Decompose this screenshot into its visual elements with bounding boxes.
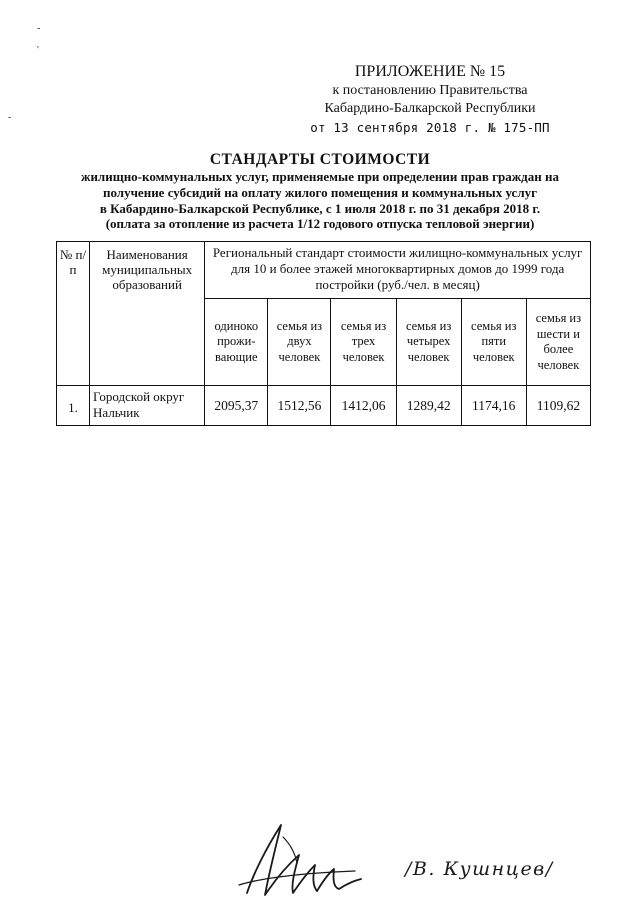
row-value: 2095,37 [205, 386, 268, 426]
signer-name: /В. Кушнцев/ [405, 858, 554, 880]
row-value: 1512,56 [268, 386, 331, 426]
appendix-block [305, 62, 555, 138]
header-name: Наименования муниципальных образований [90, 242, 205, 386]
title-line: получение субсидий на оплату жилого помещения и коммунальных услуг [102, 184, 538, 200]
subheader: семья из двух человек [268, 299, 331, 386]
title-line: в Кабардино-Балкарской Республике, с 1 июля 2018 г. по 31 декабря 2018 г. [99, 200, 541, 216]
appendix-line: к постановлению Правительства [332, 83, 528, 98]
row-value: 1289,42 [396, 386, 461, 426]
subheader: семья из трех человек [331, 299, 396, 386]
signature [235, 815, 370, 900]
margin-mark: - [8, 112, 12, 123]
document-title [50, 150, 590, 232]
subheader: семья из шести и более человек [526, 299, 590, 386]
subheader: семья из пяти человек [461, 299, 526, 386]
margin-mark: ' [37, 45, 39, 56]
header-group: Региональный стандарт стоимости жилищно-коммунальных услуг для 10 и более этажей многоквартирных домов до 1999 года постройки (руб./чел. в месяц) [205, 242, 591, 299]
appendix-line: Кабардино-Балкарской Республики [324, 101, 536, 116]
standards-table [56, 241, 591, 426]
header-num: № п/п [57, 242, 90, 386]
title-line: жилищно-коммунальных услуг, применяемые при определении прав граждан на [81, 169, 559, 184]
title-heading: СТАНДАРТЫ СТОИМОСТИ [209, 151, 431, 168]
row-value: 1109,62 [526, 386, 590, 426]
table-row [57, 386, 591, 426]
title-line: (оплата за отопление из расчета 1/12 годового отпуска тепловой энергии) [105, 216, 535, 232]
row-num: 1. [57, 386, 90, 426]
row-value: 1174,16 [461, 386, 526, 426]
appendix-number: ПРИЛОЖЕНИЕ № 15 [354, 63, 506, 80]
subheader: одиноко прожи-вающие [205, 299, 268, 386]
row-name: Городской округ Нальчик [90, 386, 205, 426]
subheader: семья из четырех человек [396, 299, 461, 386]
appendix-date: от 13 сентября 2018 г. № 175-ПП [310, 120, 550, 135]
margin-mark: - [37, 23, 41, 34]
row-value: 1412,06 [331, 386, 396, 426]
